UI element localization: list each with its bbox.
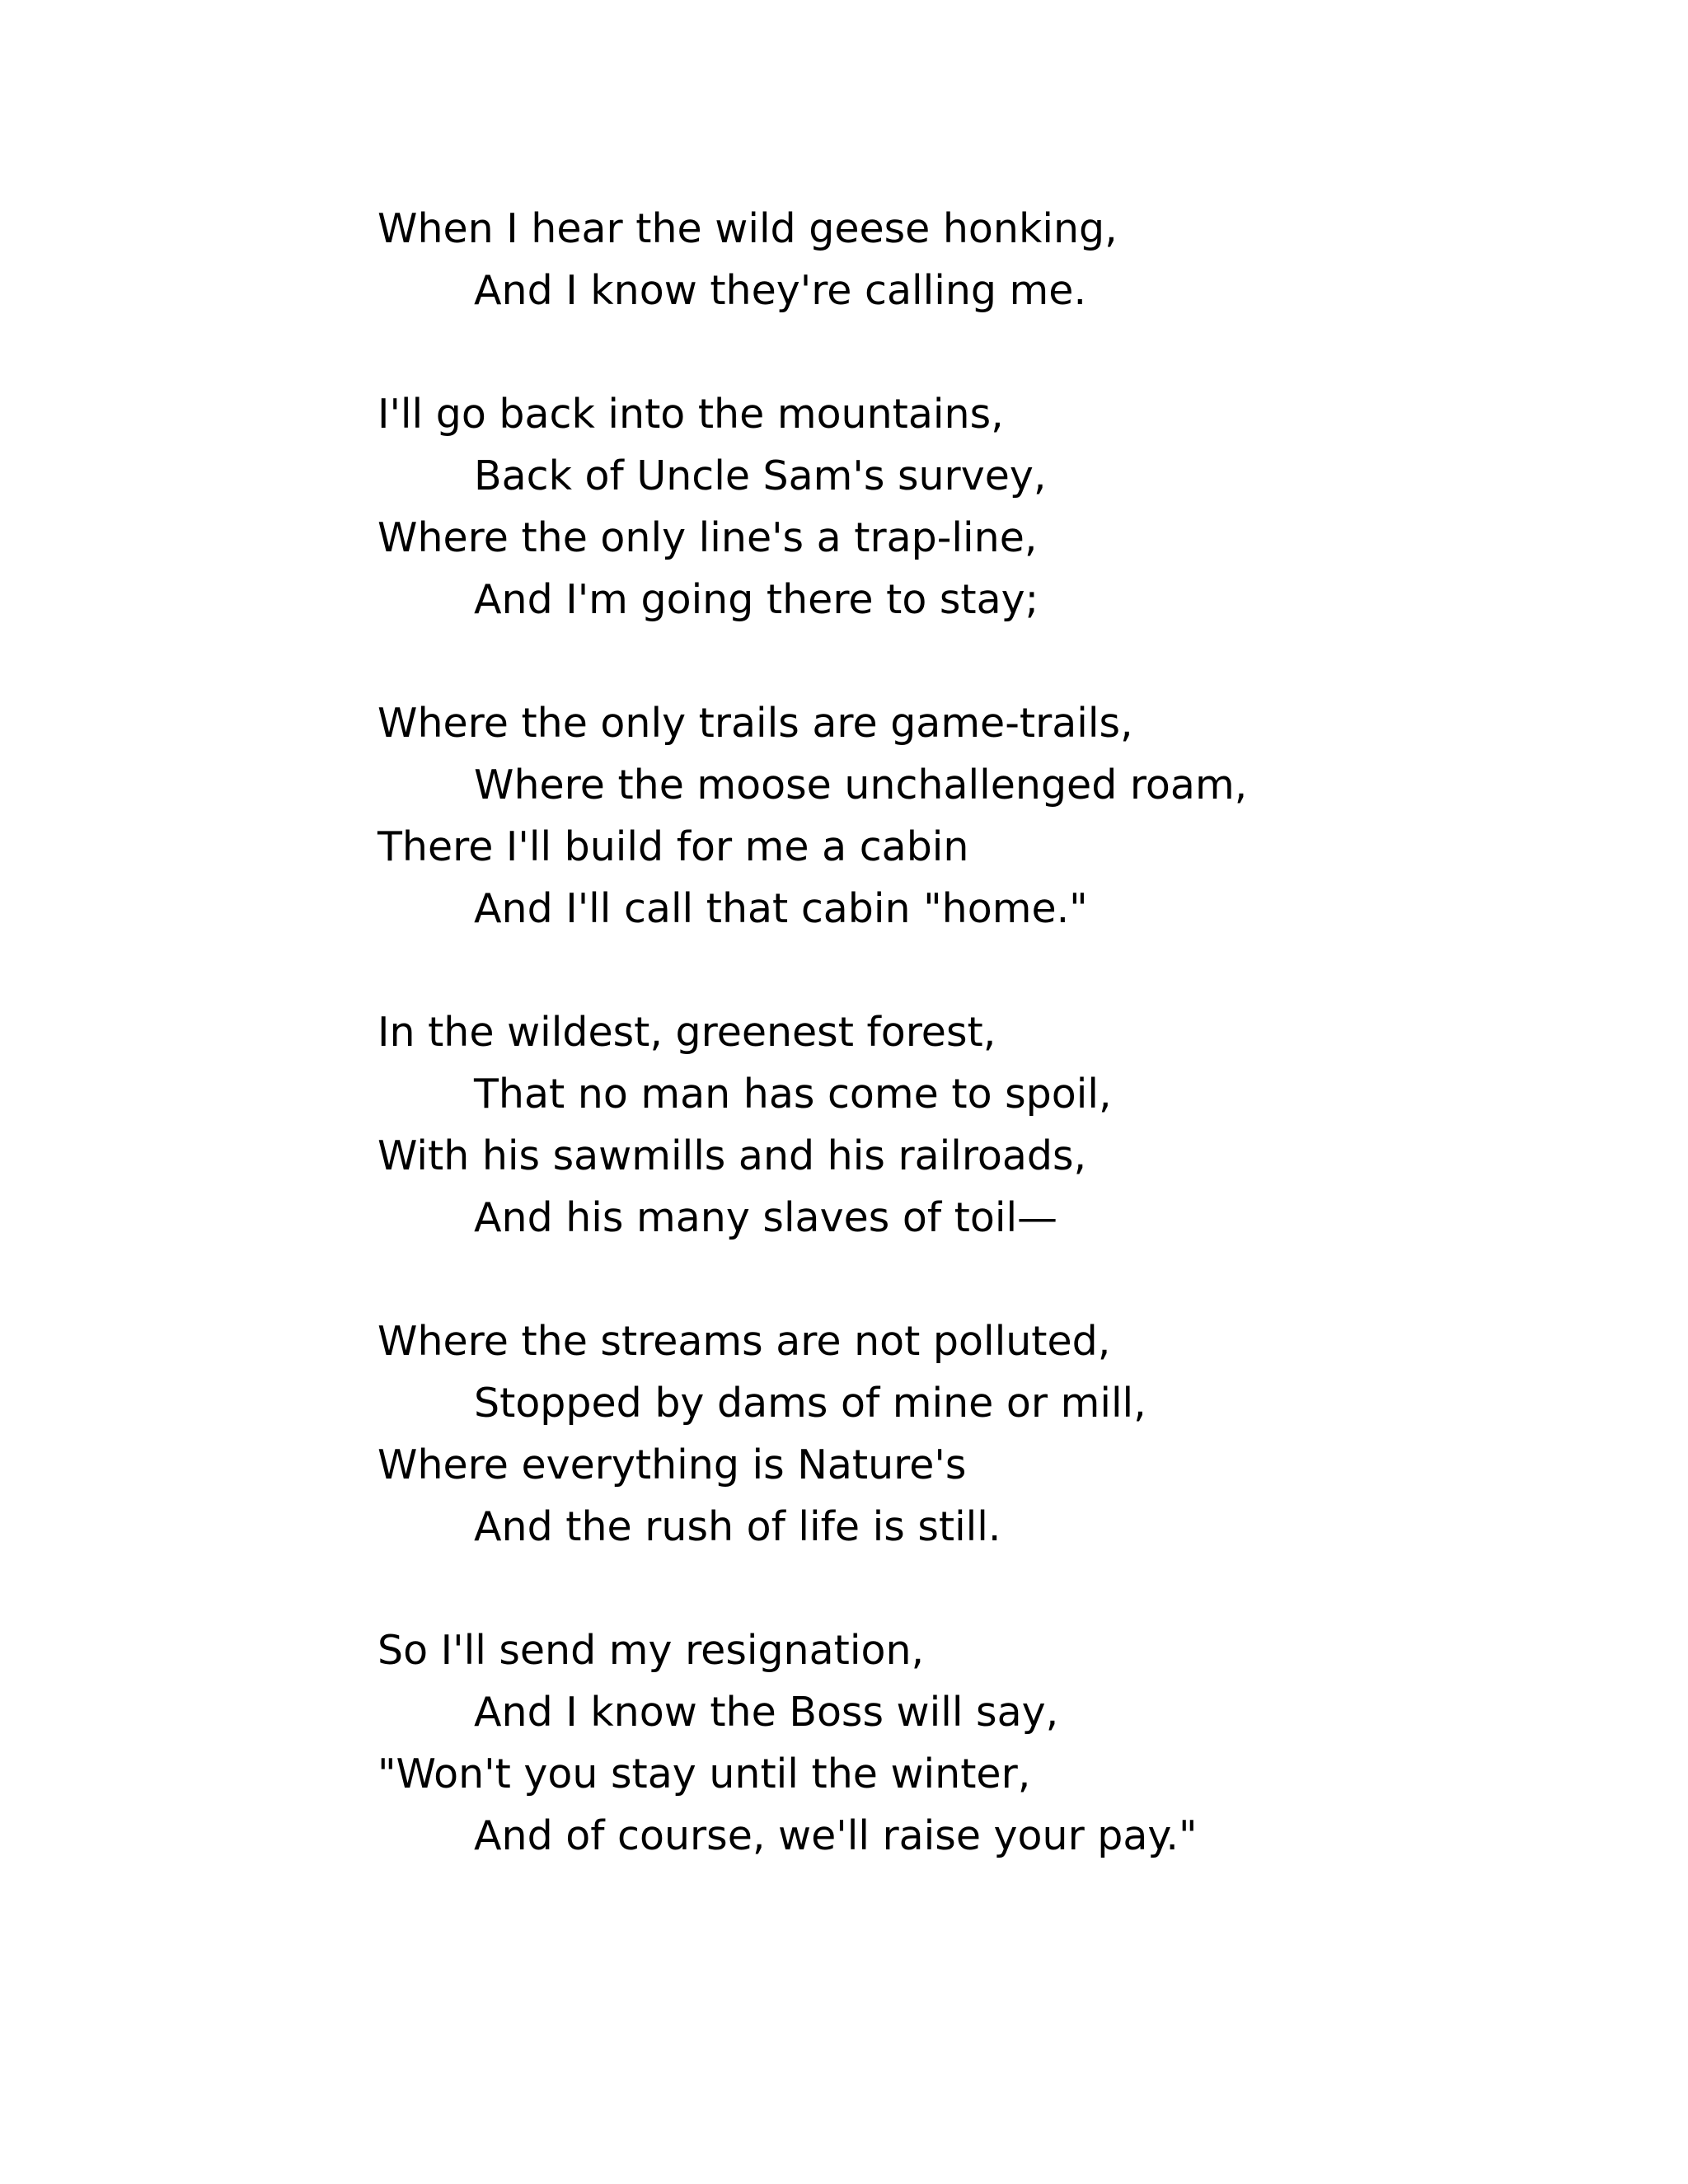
poem-line: So I'll send my resignation, [377,1627,925,1674]
poem-line-indented: And the rush of life is still. [474,1503,1001,1550]
poem-stanza [377,692,1614,940]
poem-line-indented: And of course, we'll raise your pay." [474,1812,1198,1859]
poem-line: "Won't you stay until the winter, [377,1750,1031,1797]
poem-stanza [377,1310,1614,1558]
poem-line: Where everything is Nature's [377,1441,967,1488]
poem-line: Where the only line's a trap-line, [377,514,1038,561]
poem-line-indented: Stopped by dams of mine or mill, [474,1380,1146,1427]
poem-line: With his sawmills and his railroads, [377,1132,1087,1179]
poem-line-indented: And I know the Boss will say, [474,1689,1059,1736]
poem-stanza [377,1001,1614,1249]
poem-line-indented: And I'll call that cabin "home." [474,885,1088,932]
poem-stanza [377,383,1614,630]
poem-line: Where the only trails are game-trails, [377,700,1133,747]
poem-line-indented: That no man has come to spoil, [474,1071,1112,1118]
poem-line: When I hear the wild geese honking, [377,205,1118,252]
poem-stanza [377,1619,1614,1867]
poem-line-indented: And I'm going there to stay; [474,576,1039,623]
poem-body [377,198,1614,1867]
poem-line: In the wildest, greenest forest, [377,1009,996,1056]
poem-line-indented: Where the moose unchallenged roam, [474,762,1248,808]
poem-line-indented: And I know they're calling me. [474,267,1087,314]
poem-line: I'll go back into the mountains, [377,391,1004,438]
poem-line-indented: Back of Uncle Sam's survey, [474,452,1047,499]
poem-line: There I'll build for me a cabin [377,823,969,870]
poem-stanza [377,198,1614,321]
poem-line: Where the streams are not polluted, [377,1318,1111,1365]
poem-line-indented: And his many slaves of toil— [474,1194,1058,1241]
